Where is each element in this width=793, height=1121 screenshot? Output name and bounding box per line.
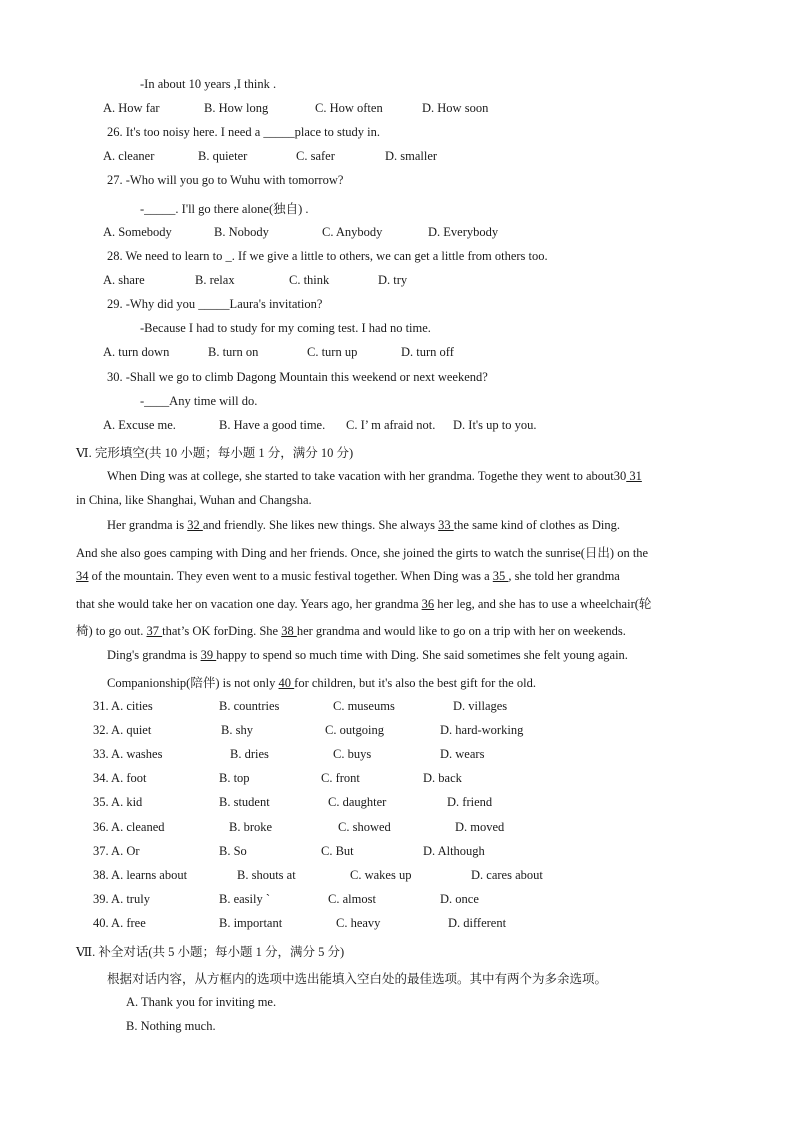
opt-34-b: B. top [219, 771, 250, 785]
q30-answer: -____Any time will do. [140, 394, 258, 408]
q27-answer: -_____. I'll go there alone(独自) . [140, 202, 309, 216]
opt-31-c: C. museums [333, 699, 395, 713]
passage-line-4: And she also goes camping with Ding and her friends. Once, she joined the girts to watch the sunrise(日出) on the [76, 546, 649, 560]
q29-option-b: B. turn on [208, 345, 259, 359]
passage-line-7: 椅) to go out. 37 that’s OK forDing. She 38 her grandma and would like to go on a trip with her on weekends. [76, 624, 626, 638]
opt-39-a: 39. A. truly [93, 892, 150, 906]
q29-answer: -Because I had to study for my coming test. I had no time. [140, 321, 431, 335]
passage-line-9: Companionship(陪伴) is not only 40 for children, but it's also the best gift for the old. [107, 676, 536, 690]
q28-option-b: B. relax [195, 273, 235, 287]
opt-32-c: C. outgoing [325, 723, 385, 737]
opt-32-a: 32. A. quiet [93, 723, 152, 737]
opt-35-c: C. daughter [328, 795, 387, 809]
opt-36-d: D. moved [455, 820, 505, 834]
opt-38-b: B. shouts at [237, 868, 296, 882]
blank-40: 40 [278, 676, 295, 690]
q27-option-c: C. Anybody [322, 225, 383, 239]
passage-line-1: When Ding was at college, she started to take vacation with her grandma. Togethe they went to about30 31 [107, 469, 642, 483]
opt-35-d: D. friend [447, 795, 493, 809]
q26-stem: 26. It's too noisy here. I need a _____place to study in. [107, 125, 381, 139]
passage-line-5: 34 of the mountain. They even went to a music festival together. When Ding was a 35 , she told her grandma [76, 569, 620, 583]
opt-33-c: C. buys [333, 747, 372, 761]
blank-34: 34 [76, 569, 89, 583]
q30-option-c: C. I’ m afraid not. [346, 418, 436, 432]
q30-stem: 30. -Shall we go to climb Dagong Mountain this weekend or next weekend? [107, 370, 488, 384]
q30-option-d: D. It's up to you. [453, 418, 537, 432]
q27-option-a: A. Somebody [103, 225, 172, 239]
q26-option-a: A. cleaner [103, 149, 155, 163]
dialogue-option-b: B. Nothing much. [126, 1019, 216, 1033]
q26-option-c: C. safer [296, 149, 335, 163]
opt-36-b: B. broke [229, 820, 273, 834]
opt-40-c: C. heavy [336, 916, 381, 930]
opt-36-c: C. showed [338, 820, 391, 834]
opt-40-d: D. different [448, 916, 507, 930]
blank-38: 38 [281, 624, 297, 638]
q26-option-d: D. smaller [385, 149, 438, 163]
opt-38-d: D. cares about [471, 868, 543, 882]
opt-38-a: 38. A. learns about [93, 868, 188, 882]
opt-40-b: B. important [219, 916, 283, 930]
opt-37-c: C. But [321, 844, 354, 858]
passage-line-8: Ding's grandma is 39 happy to spend so much time with Ding. She said sometimes she felt young again. [107, 648, 628, 662]
opt-39-d: D. once [440, 892, 479, 906]
q25-option-b: B. How long [204, 101, 269, 115]
opt-31-a: 31. A. cities [93, 699, 153, 713]
blank-35: 35 [492, 569, 509, 583]
passage-line-3: Her grandma is 32 and friendly. She likes new things. She always 33 the same kind of clothes as Ding. [107, 518, 620, 532]
opt-32-b: B. shy [221, 723, 253, 737]
section-7-instruction: 根据对话内容，从方框内的选项中选出能填入空白处的最佳选项。其中有两个为多余选项。 [107, 972, 608, 986]
q27-option-d: D. Everybody [428, 225, 499, 239]
blank-32: 32 [187, 518, 203, 532]
opt-33-a: 33. A. washes [93, 747, 163, 761]
q28-stem: 28. We need to learn to _. If we give a little to others, we can get a little from others too. [107, 249, 548, 263]
opt-38-c: C. wakes up [350, 868, 412, 882]
opt-39-b: B. easily ` [219, 892, 271, 906]
opt-40-a: 40. A. free [93, 916, 146, 930]
q28-option-a: A. share [103, 273, 145, 287]
passage-line-2: in China, like Shanghai, Wuhan and Changsha. [76, 493, 312, 507]
opt-37-d: D. Although [423, 844, 485, 858]
opt-37-a: 37. A. Or [93, 844, 140, 858]
opt-34-a: 34. A. foot [93, 771, 147, 785]
q29-option-c: C. turn up [307, 345, 358, 359]
section-7-title: Ⅶ. 补全对话(共 5 小题；每小题 1 分，满分 5 分) [76, 945, 345, 959]
q27-option-b: B. Nobody [214, 225, 269, 239]
q30-option-b: B. Have a good time. [219, 418, 326, 432]
opt-33-d: D. wears [440, 747, 485, 761]
opt-31-b: B. countries [219, 699, 280, 713]
q29-option-d: D. turn off [401, 345, 454, 359]
opt-36-a: 36. A. cleaned [93, 820, 165, 834]
q27-stem: 27. -Who will you go to Wuhu with tomorrow? [107, 173, 344, 187]
opt-33-b: B. dries [230, 747, 269, 761]
blank-39: 39 [200, 648, 217, 662]
opt-32-d: D. hard-working [440, 723, 524, 737]
blank-31: 31 [626, 469, 642, 483]
q25-answer: -In about 10 years ,I think . [140, 77, 277, 91]
opt-34-d: D. back [423, 771, 462, 785]
opt-39-c: C. almost [328, 892, 376, 906]
opt-35-a: 35. A. kid [93, 795, 143, 809]
blank-36: 36 [421, 597, 435, 611]
q25-option-a: A. How far [103, 101, 160, 115]
opt-34-c: C. front [321, 771, 360, 785]
dialogue-option-a: A. Thank you for inviting me. [126, 995, 277, 1009]
opt-35-b: B. student [219, 795, 270, 809]
section-6-title: Ⅵ. 完形填空(共 10 小题；每小题 1 分，满分 10 分) [76, 446, 354, 460]
opt-37-b: B. So [219, 844, 247, 858]
q29-option-a: A. turn down [103, 345, 170, 359]
q25-option-d: D. How soon [422, 101, 489, 115]
opt-31-d: D. villages [453, 699, 508, 713]
blank-33: 33 [438, 518, 454, 532]
q26-option-b: B. quieter [198, 149, 248, 163]
q30-option-a: A. Excuse me. [103, 418, 176, 432]
passage-line-6: that she would take her on vacation one day. Years ago, her grandma 36 her leg, and she has to use a wheelchair(轮 [76, 597, 652, 611]
q28-option-d: D. try [378, 273, 408, 287]
q29-stem: 29. -Why did you _____Laura's invitation? [107, 297, 323, 311]
q28-option-c: C. think [289, 273, 330, 287]
q25-option-c: C. How often [315, 101, 383, 115]
blank-37: 37 [146, 624, 163, 638]
